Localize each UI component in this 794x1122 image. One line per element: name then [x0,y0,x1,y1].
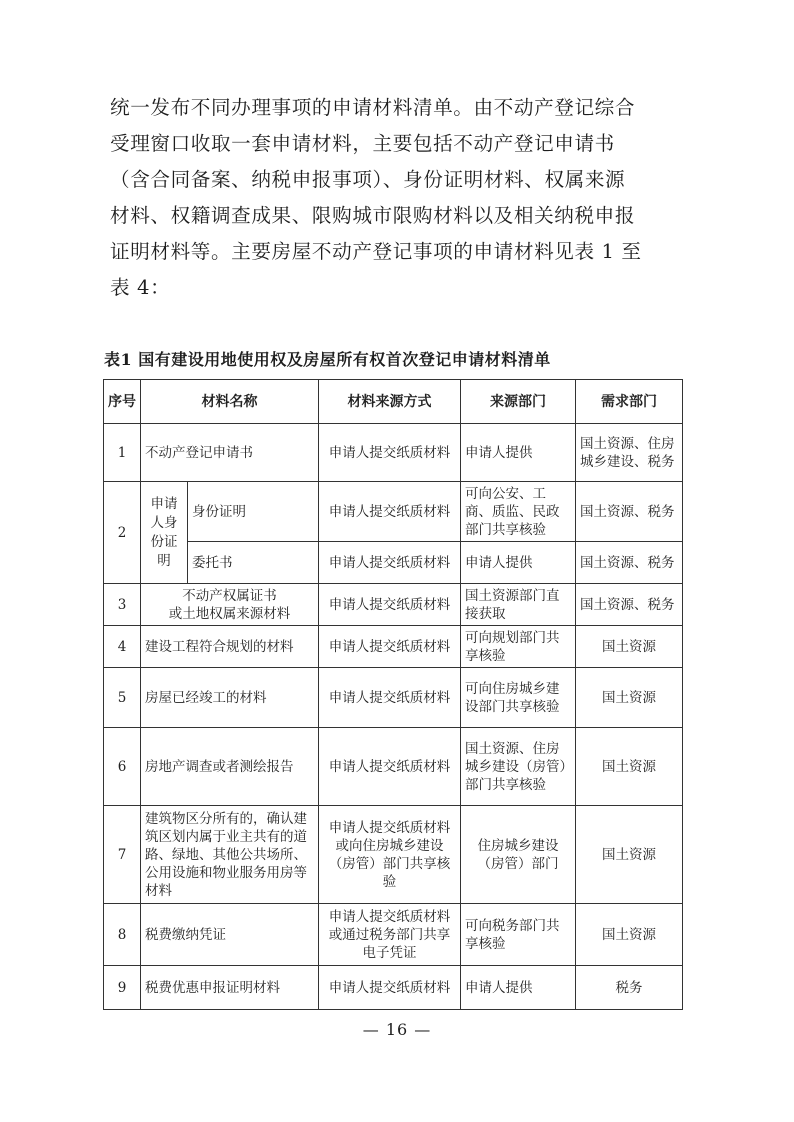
cell-demand: 国土资源、税务 [576,584,683,626]
cell-seq: 4 [104,626,141,668]
cell-demand: 国土资源 [576,728,683,806]
header-method: 材料来源方式 [319,380,461,424]
cell-name: 不动产登记申请书 [141,424,319,482]
cell-method: 申请人提交纸质材料 [319,584,461,626]
cell-demand: 国土资源 [576,806,683,904]
cell-source: 可向住房城乡建设部门共享核验 [461,668,576,728]
cell-seq: 1 [104,424,141,482]
cell-method: 申请人提交纸质材料 [319,542,461,584]
cell-seq: 8 [104,904,141,966]
header-source: 来源部门 [461,380,576,424]
cell-name: 委托书 [188,542,319,584]
cell-source: 住房城乡建设（房管）部门 [461,806,576,904]
cell-demand: 国土资源、住房城乡建设、税务 [576,424,683,482]
cell-source: 国土资源部门直接获取 [461,584,576,626]
cell-method: 申请人提交纸质材料或向住房城乡建设（房管）部门共享核验 [319,806,461,904]
paragraph-line: 受理窗口收取一套申请材料，主要包括不动产登记申请书 [110,132,615,155]
table-row [104,668,683,728]
table-header-row [104,380,683,424]
table-row [104,966,683,1010]
cell-seq: 5 [104,668,141,728]
cell-source: 申请人提供 [461,542,576,584]
cell-name [141,584,319,626]
cell-method: 申请人提交纸质材料 [319,668,461,728]
cell-method: 申请人提交纸质材料 [319,966,461,1010]
cell-seq: 2 [104,482,141,584]
cell-name: 建设工程符合规划的材料 [141,626,319,668]
cell-demand: 国土资源、税务 [576,482,683,542]
header-seq: 序号 [104,380,141,424]
cell-method: 申请人提交纸质材料 [319,626,461,668]
cell-name: 房地产调查或者测绘报告 [141,728,319,806]
cell-seq: 6 [104,728,141,806]
table-row [104,806,683,904]
cell-name: 税费缴纳凭证 [141,904,319,966]
table-caption: 表1 国有建设用地使用权及房屋所有权首次登记申请材料清单 [104,350,551,369]
cell-seq: 3 [104,584,141,626]
cell-demand: 国土资源 [576,668,683,728]
table-row [104,626,683,668]
paragraph-line: 材料、权籍调查成果、限购城市限购材料以及相关纳税申报 [110,204,636,227]
paragraph-line: 证明材料等。主要房屋不动产登记事项的申请材料见表 1 至 [110,240,642,263]
cell-name-line: 不动产权属证书 [182,587,277,604]
header-name: 材料名称 [141,380,319,424]
header-demand: 需求部门 [576,380,683,424]
table-row [104,424,683,482]
cell-group: 申请人身份证明 [141,482,188,584]
cell-name-line: 或土地权属来源材料 [168,605,291,622]
cell-demand: 国土资源 [576,626,683,668]
cell-method: 申请人提交纸质材料 [319,728,461,806]
cell-method: 申请人提交纸质材料 [319,482,461,542]
table-row [104,482,683,542]
cell-source: 申请人提供 [461,966,576,1010]
cell-demand: 国土资源 [576,904,683,966]
body-paragraph [110,90,690,306]
materials-table [103,379,683,1010]
cell-source: 可向规划部门共享核验 [461,626,576,668]
page-number: — 16 — [362,1020,432,1039]
table-row [104,728,683,806]
table-row [104,584,683,626]
cell-name: 建筑物区分所有的，确认建筑区划内属于业主共有的道路、绿地、其他公共场所、公用设施和物业服务用房等材料 [141,806,319,904]
cell-source: 可向公安、工商、质监、民政部门共享核验 [461,482,576,542]
cell-source: 可向税务部门共享核验 [461,904,576,966]
cell-seq: 9 [104,966,141,1010]
table-row [104,904,683,966]
cell-seq: 7 [104,806,141,904]
cell-name: 税费优惠申报证明材料 [141,966,319,1010]
table-row [104,542,683,584]
paragraph-line: 统一发布不同办理事项的申请材料清单。由不动产登记综合 [110,96,636,119]
cell-demand: 国土资源、税务 [576,542,683,584]
cell-name: 身份证明 [188,482,319,542]
paragraph-line: 表 4： [110,276,171,299]
cell-method: 申请人提交纸质材料 [319,424,461,482]
cell-name: 房屋已经竣工的材料 [141,668,319,728]
cell-method: 申请人提交纸质材料或通过税务部门共享电子凭证 [319,904,461,966]
cell-demand: 税务 [576,966,683,1010]
cell-source: 国土资源、住房城乡建设（房管）部门共享核验 [461,728,576,806]
cell-source: 申请人提供 [461,424,576,482]
paragraph-line: （含合同备案、纳税申报事项）、身份证明材料、权属来源 [110,168,626,191]
